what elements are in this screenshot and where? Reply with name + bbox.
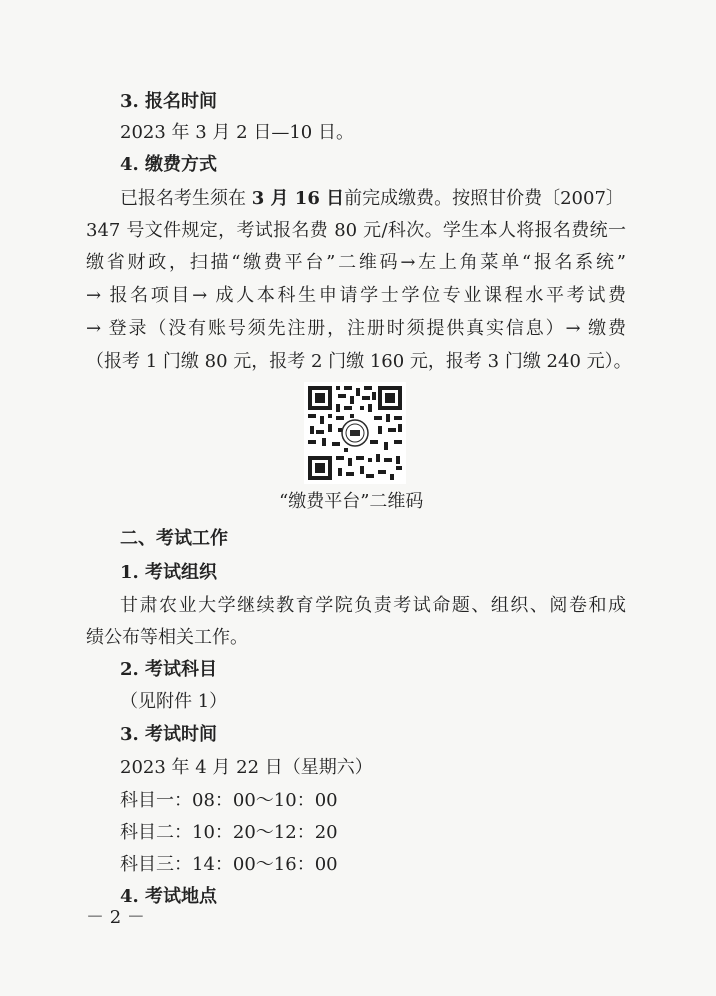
exam-organization-text-line-2: 绩公布等相关工作。: [86, 627, 248, 648]
exam-time-heading: 3. 考试时间: [120, 724, 218, 745]
exam-slot-1: 科目一：08：00～10：00: [120, 790, 338, 811]
qr-code-icon: [304, 382, 406, 484]
exam-organization-heading: 1. 考试组织: [120, 562, 218, 583]
payment-qr-code[interactable]: [304, 382, 406, 484]
exam-slot-2: 科目二：10：20～12：20: [120, 822, 338, 843]
exam-place-heading: 4. 考试地点: [120, 886, 218, 907]
qr-caption: “缴费平台”二维码: [279, 491, 424, 512]
payment-deadline: 3 月 16 日: [251, 188, 345, 209]
payment-paragraph-line-3: 缴省财政，扫描“缴费平台”二维码→左上角菜单“报名系统”: [86, 252, 626, 273]
exam-organization-text-line-1: 甘肃农业大学继续教育学院负责考试命题、组织、阅卷和成: [120, 595, 626, 616]
exam-slot-3: 科目三：14：00～16：00: [120, 854, 338, 875]
payment-paragraph-line-1: [120, 187, 624, 211]
payment-text: 已报名考生须在: [120, 188, 252, 209]
exam-date: 2023 年 4 月 22 日（星期六）: [120, 757, 373, 778]
page-number: － 2 －: [86, 907, 145, 928]
exam-subject-heading: 2. 考试科目: [120, 659, 218, 680]
payment-text: 前完成缴费。按照甘价费〔2007〕: [344, 188, 624, 209]
payment-paragraph-line-4: → 报名项目→ 成人本科生申请学士学位专业课程水平考试费: [86, 285, 626, 306]
registration-time-text: 2023 年 3 月 2 日—10 日。: [120, 122, 354, 143]
exam-subject-text: （见附件 1）: [120, 691, 228, 712]
registration-time-heading: 3. 报名时间: [120, 91, 218, 112]
payment-heading: 4. 缴费方式: [120, 154, 218, 175]
exam-work-heading: 二、考试工作: [120, 528, 228, 549]
payment-paragraph-line-2: 347 号文件规定，考试报名费 80 元/科次。学生本人将报名费统一: [86, 220, 626, 241]
payment-paragraph-line-5: → 登录（没有账号须先注册，注册时须提供真实信息）→ 缴费: [86, 318, 626, 339]
payment-paragraph-line-6: （报考 1 门缴 80 元，报考 2 门缴 160 元，报考 3 门缴 240 元）。: [86, 351, 632, 372]
